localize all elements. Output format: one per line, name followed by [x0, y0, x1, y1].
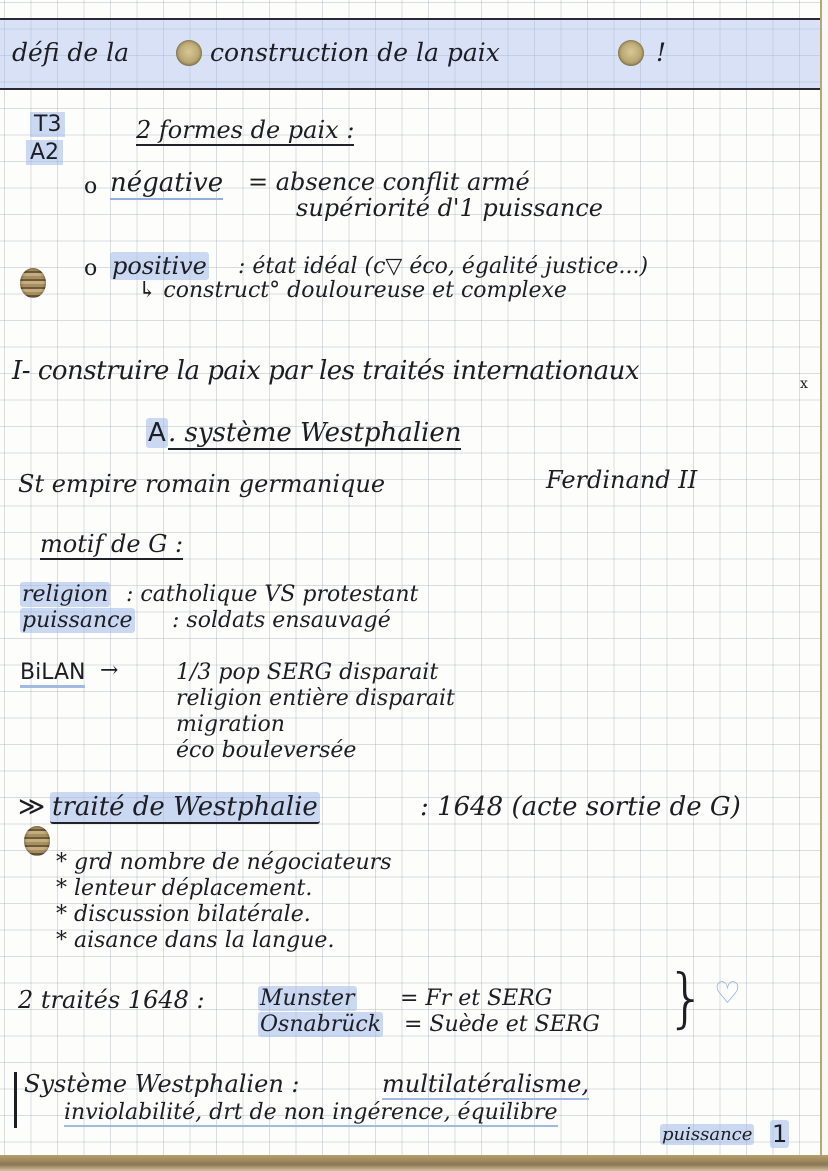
traite-label: traité de Westphalie — [52, 792, 318, 822]
brace-icon: } — [666, 962, 707, 1036]
negative-line1: = absence conflit armé — [248, 168, 530, 196]
treaty-name: Osnabrück — [260, 1012, 382, 1037]
cross-mark: x — [800, 376, 808, 392]
deux-traites-label: 2 traités 1648 : — [18, 986, 205, 1014]
intro-heading: 2 formes de paix : — [136, 116, 355, 144]
traite-point: * lenteur déplacement. — [56, 876, 313, 901]
binder-hole-icon — [176, 40, 202, 66]
treaty-text: = Fr et SERG — [400, 986, 553, 1011]
traite-point: * aisance dans la langue. — [56, 928, 335, 953]
binder-hole-icon — [618, 40, 644, 66]
treaty-text: = Suède et SERG — [404, 1012, 600, 1037]
binder-hole-icon — [24, 826, 50, 856]
page-number: 1 — [772, 1120, 788, 1148]
tag-a2: A2 — [26, 140, 63, 165]
margin-bar — [14, 1072, 17, 1128]
systeme-label: Système Westphalien : — [24, 1070, 300, 1098]
traite-point: * discussion bilatérale. — [56, 902, 311, 927]
marker-icon: ≫ — [18, 792, 46, 822]
bullet: o — [84, 174, 98, 199]
bilan-item: éco bouleversée — [176, 738, 357, 763]
title-part2: construction de la paix — [210, 38, 500, 67]
context-left: St empire romain germanique — [18, 470, 386, 498]
traite-text: : 1648 (acte sortie de G) — [420, 792, 741, 822]
systeme-line1: multilatéralisme, — [382, 1070, 590, 1098]
positive-line2: ↳ construct° douloureuse et complexe — [138, 278, 567, 303]
motif-label: puissance — [22, 608, 133, 633]
motif-label: religion — [22, 582, 109, 607]
traite-point: * grd nombre de négociateurs — [56, 850, 392, 875]
subheading-letter: A — [148, 418, 166, 448]
motif-text: : catholique VS protestant — [126, 582, 419, 607]
title-exclamation: ! — [656, 38, 667, 67]
arrow-icon: → — [100, 658, 119, 683]
binder-hole-icon — [20, 268, 46, 298]
systeme-line3: puissance — [662, 1124, 753, 1145]
tag-t3: T3 — [30, 112, 65, 137]
title-part1: défi de la — [12, 38, 130, 67]
negative-line2: supériorité d'1 puissance — [296, 194, 603, 222]
bilan-item: religion entière disparait — [176, 686, 455, 711]
positive-line1: : état idéal (c▽ éco, égalité justice...) — [238, 254, 649, 279]
bilan-item: migration — [176, 712, 285, 737]
context-right: Ferdinand II — [546, 466, 698, 494]
section-heading: I- construire la paix par les traités internationaux — [12, 356, 640, 386]
subheading: . système Westphalien — [168, 418, 462, 448]
heart-icon: ♡ — [714, 976, 741, 1011]
bullet: o — [84, 256, 98, 281]
positive-label: positive — [112, 252, 207, 280]
treaty-name: Munster — [260, 986, 355, 1011]
bilan-label: BiLAN — [20, 660, 85, 688]
motif-text: : soldats ensauvagé — [172, 608, 391, 633]
page-bottom-edge — [0, 1155, 828, 1171]
bilan-item: 1/3 pop SERG disparait — [176, 660, 439, 685]
systeme-line2: inviolabilité, drt de non ingérence, équilibre — [64, 1100, 558, 1125]
motif-heading: motif de G : — [40, 530, 184, 558]
negative-label: négative — [110, 168, 224, 198]
